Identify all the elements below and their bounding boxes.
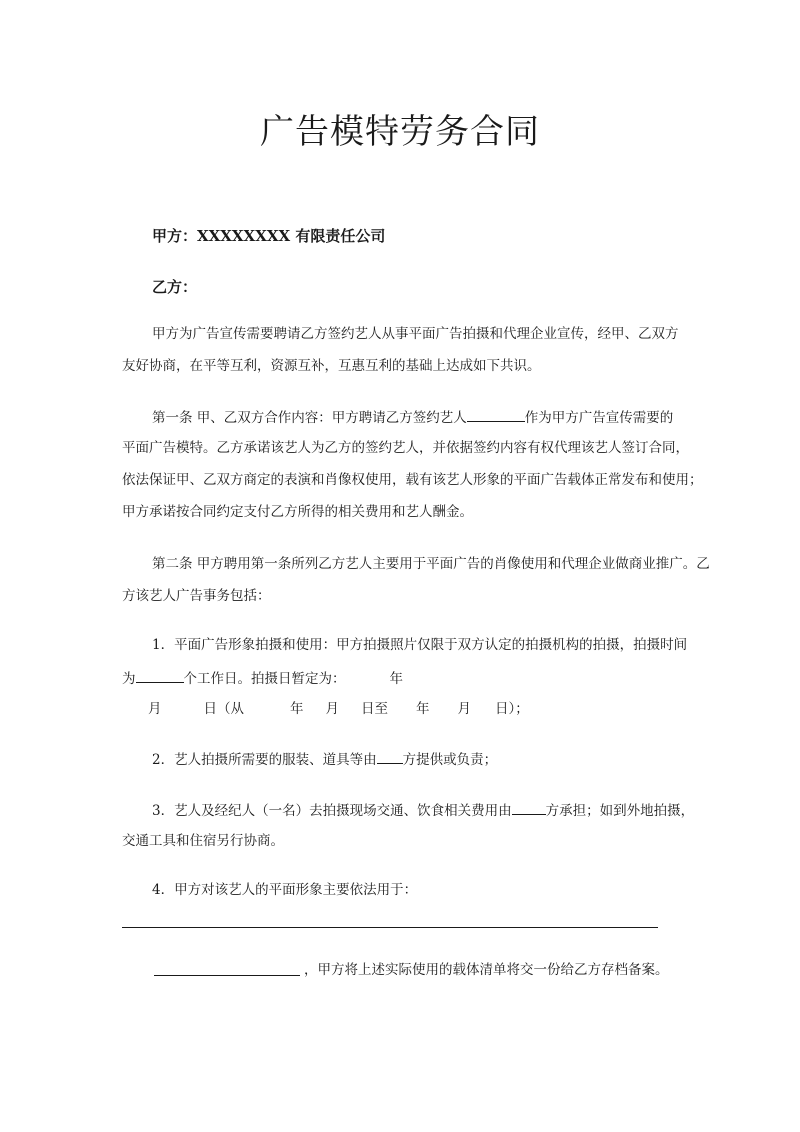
item-2-text-b: 方提供或负责； <box>402 752 498 768</box>
item-1-line-3 <box>148 700 529 718</box>
item-1-text-a: 为 <box>122 671 136 687</box>
item-1-text-b: 个工作日。拍摄日暂定为： <box>183 671 346 687</box>
intro-line-1: 甲方为广告宣传需要聘请乙方签约艺人从事平面广告拍摄和代理企业宣传，经甲、乙双方 <box>152 326 679 342</box>
party-b: 乙方： <box>152 278 198 296</box>
item-1-month-from: 月 <box>325 701 339 717</box>
article-1-line-3: 依法保证甲、乙双方商定的表演和肖像权使用，载有该艺人形象的平面广告载体正常发布和使用； <box>122 472 703 488</box>
item-1-year-to: 年 <box>416 701 430 717</box>
item-1-year-from: 年 <box>290 701 304 717</box>
article-1-line-4: 甲方承诺按合同约定支付乙方所得的相关费用和艺人酬金。 <box>122 504 473 520</box>
article-1-text-a: 第一条 甲、乙双方合作内容：甲方聘请乙方签约艺人 <box>152 410 467 426</box>
usage-blank-short[interactable] <box>154 975 300 976</box>
item-1-year: 年 <box>389 671 403 687</box>
item-1-end: 日）； <box>495 701 529 717</box>
article-2-line-1: 第二条 甲方聘用第一条所列乙方艺人主要用于平面广告的肖像使用和代理企业做商业推广。乙 <box>152 556 710 572</box>
costume-provider-blank[interactable] <box>377 749 403 764</box>
item-2-line <box>152 749 497 769</box>
item-1-month: 月 <box>148 701 162 717</box>
item-3-line-1 <box>152 800 694 820</box>
item-1-month-to: 月 <box>457 701 471 717</box>
item-1-line-1: 1．平面广告形象拍摄和使用：甲方拍摄照片仅限于双方认定的拍摄机构的拍摄，拍摄时间 <box>152 637 688 653</box>
usage-blank-line[interactable] <box>122 927 658 928</box>
intro-line-2: 友好协商，在平等互利，资源互补，互惠互利的基础上达成如下共识。 <box>122 358 541 374</box>
article-2-line-2: 方该艺人广告事务包括： <box>122 588 271 604</box>
work-days-blank[interactable] <box>136 668 184 683</box>
document-title: 广告模特劳务合同 <box>260 112 540 152</box>
item-1-day-to: 日至 <box>361 701 388 717</box>
item-1-day-from: 日（从 <box>203 701 244 717</box>
expense-provider-blank[interactable] <box>512 800 546 815</box>
item-4-line-3: ，甲方将上述实际使用的载体清单将交一份给乙方存档备案。 <box>304 962 669 978</box>
item-3-line-2: 交通工具和住宿另行协商。 <box>122 833 284 849</box>
article-1-text-b: 作为甲方广告宣传需要的 <box>524 410 674 426</box>
item-3-text-b: 方承担；如到外地拍摄， <box>545 803 695 819</box>
article-1-line-2: 平面广告模特。乙方承诺该艺人为乙方的签约艺人，并依据签约内容有权代理该艺人签订合同， <box>122 440 689 456</box>
item-4-line-1: 4．甲方对该艺人的平面形象主要依法用于： <box>152 882 418 898</box>
item-3-text-a: 3．艺人及经纪人（一名）去拍摄现场交通、饮食相关费用由 <box>152 803 512 819</box>
artist-name-blank[interactable] <box>467 407 525 422</box>
item-2-text-a: 2．艺人拍摄所需要的服装、道具等由 <box>152 752 377 768</box>
item-1-line-2 <box>122 668 403 688</box>
article-1-line-1 <box>152 407 673 427</box>
party-a: 甲方：XXXXXXXX 有限责任公司 <box>152 227 386 245</box>
